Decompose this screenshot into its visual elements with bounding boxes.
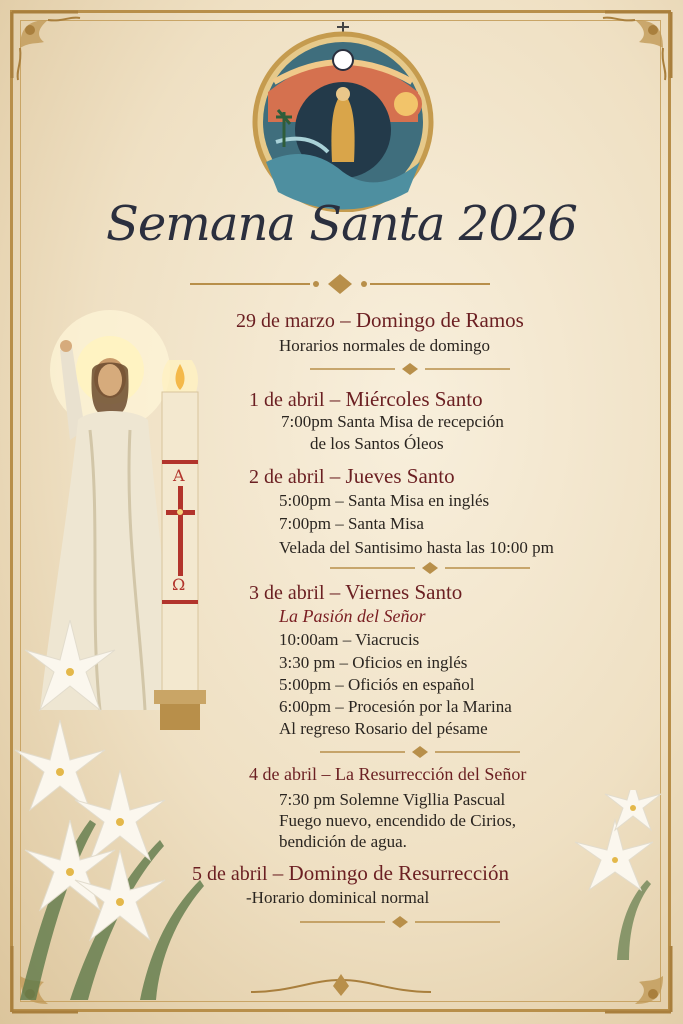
schedule-line: 5:00pm – Santa Misa en inglés [279,491,490,510]
schedule-day [192,861,509,886]
schedule-day [236,308,524,333]
corner-ornament-icon [8,8,98,98]
day-heading: 1 de abril – Miércoles Santo [249,387,483,411]
schedule-line: Velada del Santisimo hasta las 10:00 pm [279,538,554,557]
schedule-day [249,464,455,489]
divider-ornament-icon [190,272,490,296]
schedule-line: bendición de agua. [279,832,407,851]
schedule-line: de los Santos Óleos [310,434,444,453]
schedule-line: 7:30 pm Solemne Vigllia Pascual [279,790,506,809]
day-date: 1 de abril [249,389,325,411]
day-heading: 3 de abril – Viernes Santo [249,580,463,604]
schedule-line: Fuego nuevo, encendido de Cirios, [279,811,517,830]
schedule-line: 3:30 pm – Oficios en inglés [279,653,468,672]
lily-flower-icon [557,790,667,960]
candle-alpha-letter: A [173,466,185,485]
lily-flower-icon [0,620,230,1000]
candle-omega-letter: Ω [172,575,186,594]
day-heading: 5 de abril – Domingo de Resurrección [192,861,509,885]
schedule-line: 7:00pm – Santa Misa [279,514,424,533]
divider-ornament-icon [320,744,520,760]
divider-ornament-icon [330,560,530,576]
day-heading: 2 de abril – Jueves Santo [249,464,455,488]
day-name: Jueves Santo [345,464,455,488]
day-date: 4 de abril [249,764,317,784]
day-date: 2 de abril [249,466,325,488]
schedule-line: 5:00pm – Oficiós en español [279,675,475,694]
day-date: 3 de abril [249,582,325,604]
schedule-line: Horarios normales de domingo [279,336,491,355]
divider-ornament-icon [310,361,510,377]
schedule-line: -Horario dominical normal [246,888,430,907]
day-date: 29 de marzo [236,310,335,332]
schedule-line: 10:00am – Viacrucis [279,630,420,649]
day-subtitle: La Pasión del Señor [279,606,426,626]
day-date: 5 de abril [192,863,268,885]
schedule-line: Al regreso Rosario del pésame [279,719,488,738]
page-title: Semana Santa 2026 [106,196,577,252]
bottom-ornament-icon [241,972,441,1002]
day-name: Domingo de Resurrección [288,861,509,885]
day-heading: 29 de marzo – Domingo de Ramos [236,308,524,332]
schedule-day [249,580,462,605]
day-name: Miércoles Santo [345,387,483,411]
corner-ornament-icon [585,8,675,98]
schedule-day [249,764,526,785]
day-name: Viernes Santo [345,580,463,604]
marian-seal-icon [248,22,438,212]
schedule-line: 6:00pm – Procesión por la Marina [279,697,512,716]
day-name: La Resurrección del Señor [334,764,527,784]
schedule-day [249,387,483,412]
day-heading: 4 de abril – La Resurrección del Señor [249,764,527,784]
schedule-line: 7:00pm Santa Misa de recepción [281,412,504,431]
day-name: Domingo de Ramos [355,308,524,332]
divider-ornament-icon [300,914,500,930]
